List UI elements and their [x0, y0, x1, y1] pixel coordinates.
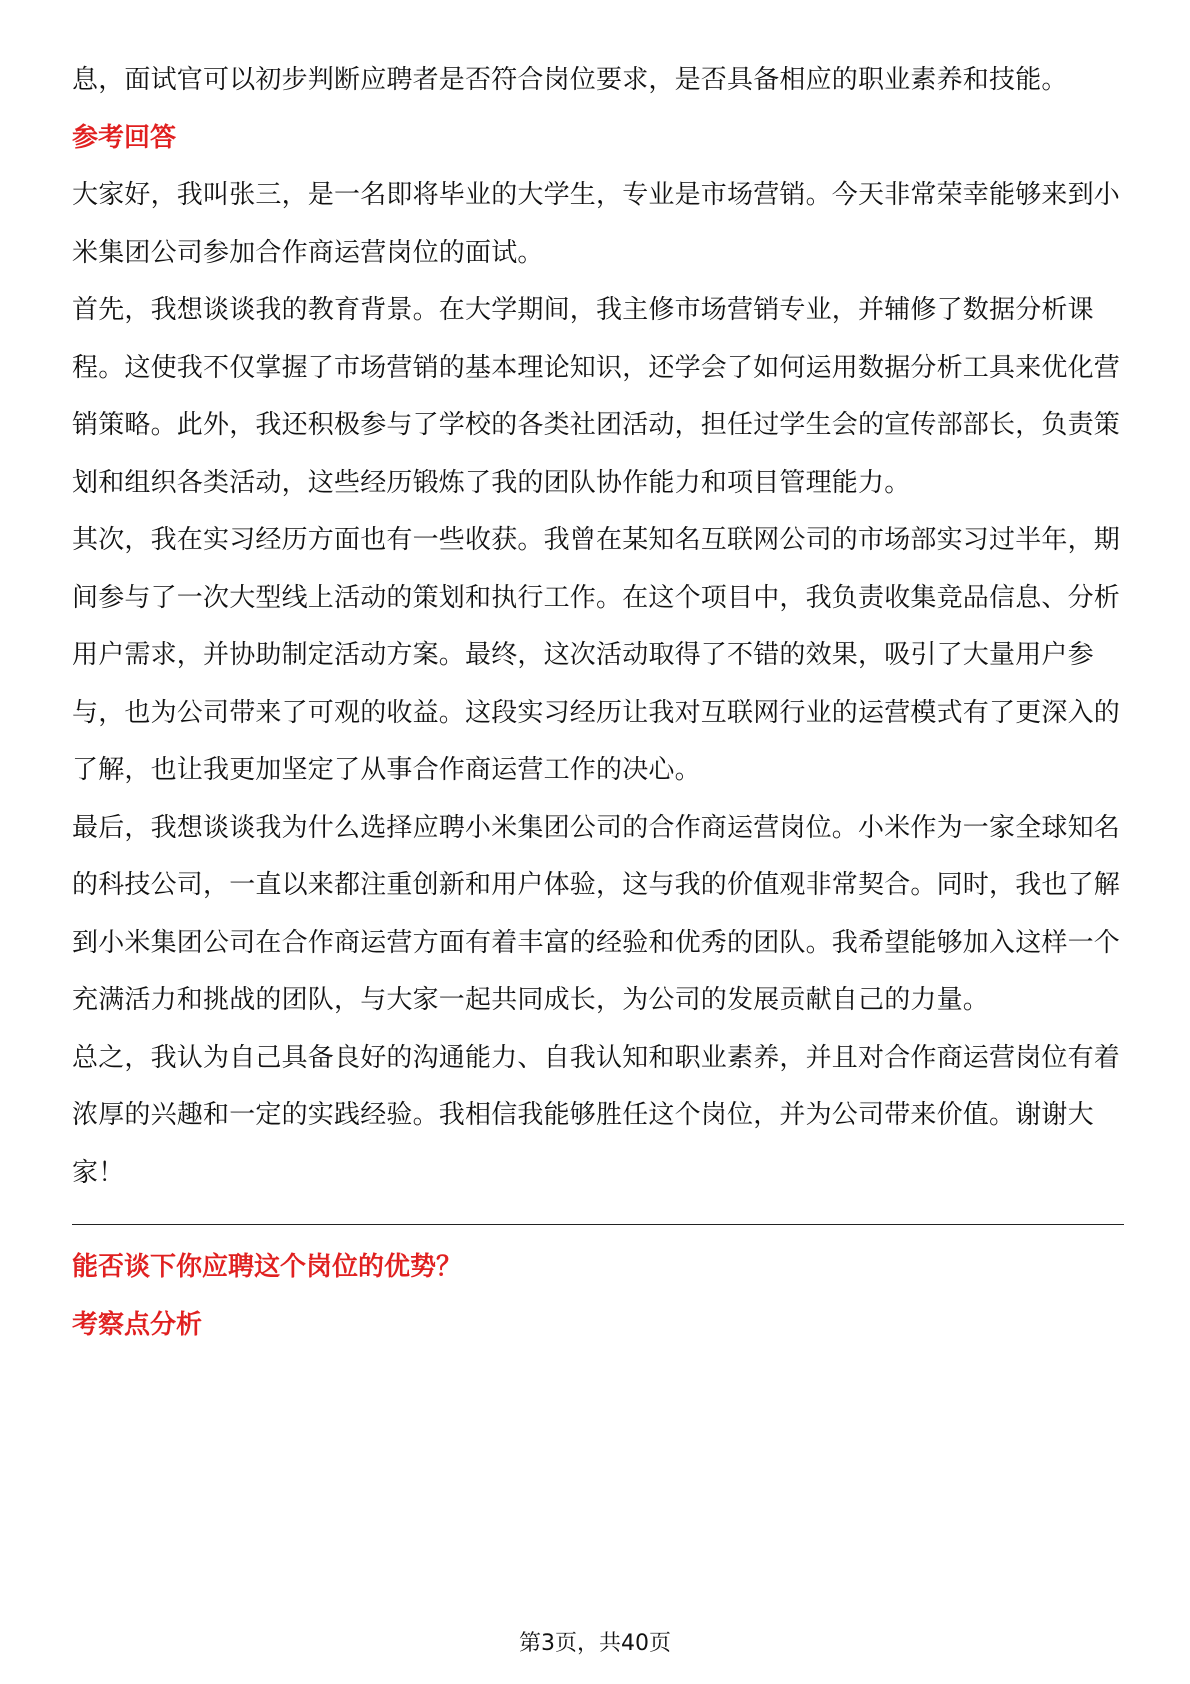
intro-tail-paragraph: 息，面试官可以初步判断应聘者是否符合岗位要求，是否具备相应的职业素养和技能。: [72, 65, 1068, 95]
answer-paragraph-1: 大家好，我叫张三，是一名即将毕业的大学生，专业是市场营销。今天非常荣幸能够来到小米集团公司参加合作商运营岗位的面试。: [72, 180, 1121, 268]
section-divider: [72, 1224, 1124, 1225]
answer-paragraph-3: 其次，我在实习经历方面也有一些收获。我曾在某知名互联网公司的市场部实习过半年，期间参与了一次大型线上活动的策划和执行工作。在这个项目中，我负责收集竞品信息、分析用户需求，并协助制定活动方案。最终，这次活动取得了不错的效果，吸引了大量用户参与，也为公司带来了可观的收益。这段实习经历让我对互联网行业的运营模式有了更深入的了解，也让我更加坚定了从事合作商运营工作的决心。: [72, 525, 1121, 785]
answer-heading: 参考回答: [72, 122, 177, 153]
page-number-footer: 第3页，共40页: [519, 1631, 671, 1656]
analysis-heading: 考察点分析: [72, 1309, 203, 1340]
answer-paragraph-5: 总之，我认为自己具备良好的沟通能力、自我认知和职业素养，并且对合作商运营岗位有着浓厚的兴趣和一定的实践经验。我相信我能够胜任这个岗位，并为公司带来价值。谢谢大家！: [72, 1042, 1121, 1188]
page-content: [72, 52, 1124, 1354]
next-question-heading: 能否谈下你应聘这个岗位的优势？: [72, 1252, 463, 1282]
answer-paragraph-4: 最后，我想谈谈我为什么选择应聘小米集团公司的合作商运营岗位。小米作为一家全球知名的科技公司，一直以来都注重创新和用户体验，这与我的价值观非常契合。同时，我也了解到小米集团公司在合作商运营方面有着丰富的经验和优秀的团队。我希望能够加入这样一个充满活力和挑战的团队，与大家一起共同成长，为公司的发展贡献自己的力量。: [72, 812, 1121, 1015]
answer-paragraph-2: 首先，我想谈谈我的教育背景。在大学期间，我主修市场营销专业，并辅修了数据分析课程。这使我不仅掌握了市场营销的基本理论知识，还学会了如何运用数据分析工具来优化营销策略。此外，我还积极参与了学校的各类社团活动，担任过学生会的宣传部部长，负责策划和组织各类活动，这些经历锻炼了我的团队协作能力和项目管理能力。: [72, 295, 1121, 498]
